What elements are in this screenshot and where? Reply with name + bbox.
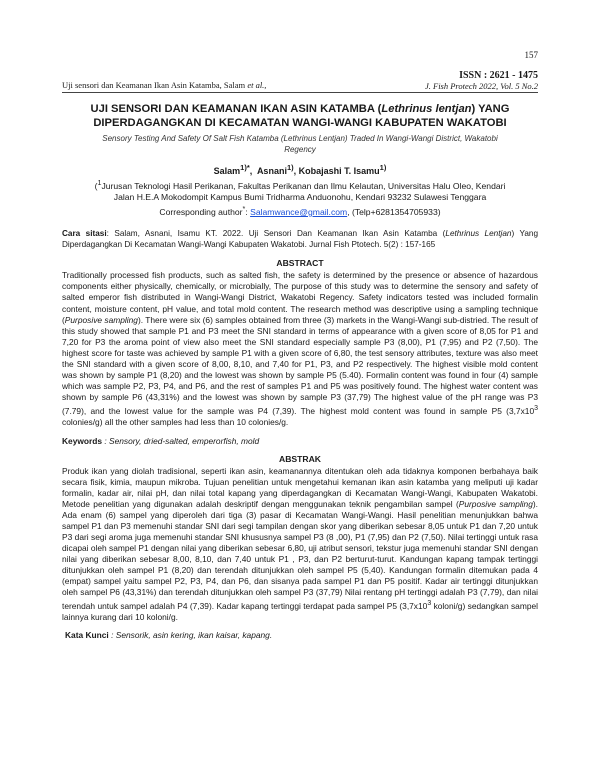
abstrak-heading: ABSTRAK xyxy=(278,454,321,465)
keywords: Keywords : Sensory, dried-salted, emperorfish, mold xyxy=(62,436,260,447)
author-name: Asnani xyxy=(256,166,287,176)
author-name: Kobajashi T. Isamu xyxy=(298,166,380,176)
article-title: UJI SENSORI DAN KEAMANAN IKAN ASIN KATAMBA (Lethrinus lentjan) YANG DIPERDAGANGKAN DI KECAMATAN WANGI-WANGI KABUPATEN WAKATOBI xyxy=(90,103,510,129)
english-subtitle: Sensory Testing And Safety Of Salt Fish Katamba (Lethrinus Lentjan) Traded In Wangi-Wangi District, Wakatobi Regency xyxy=(102,134,498,154)
journal-info xyxy=(425,70,538,92)
page-number: 157 xyxy=(524,50,538,60)
header-divider xyxy=(62,92,538,93)
abstrak-text: Produk ikan yang diolah tradisional, seperti ikan asin, keamanannya ditentukan oleh ada tidaknya komponen berbahaya baik secara fisik, kimia, maupun mikroba. Tujuan penelitian untuk mengetahui kemanan ikan asin katamba yang meliputi uji kadar formalin, kadar air, nilai pH, dan nilai total kapang yang diperdagangkan di Kecamatan Wangi-Wangi, Kabupaten Wakatobi. Metode penelitian yang digunakan adalah deskriptif dengan menggunakan teknik pengambilan sampel (Purposive sampling). Ada enam (6) sampel yang diperoleh dari tiga (3) pasar di Kecamatan Wangi-Wangi. Hasil penelitian menunjukkan bahwa sampel P1 dan P3 memenuhi standar SNI dari segi tampilan dengan skor yang diberikan sebesar 8,05 untuk P1 dan 7,20 untuk P3 dari segi aroma juga memenuhi standar SNI khususnya sampel P3 (8 ,00), P1 (7,95) dan P2 (7,50). Nilai tertinggi untuk rasa dicapai oleh sampel P1 dengan nilai yang diberikan sebesar 6,80, uji atribut sensori, tekstur juga memenuhi standar SNI dengan nilai yang diberikan sebesar 8,00, 8,10, dan 7,40 untuk P1 , P3, dan P2 berturut-turut. Kandungan kapang tampak tertinggi ditunjukkan oleh sampel P1 (8,20) dan terendah ditunjukkan oleh sampel P5 (5,40). Kandungan formalin ditemukan pada 4 (empat) sampel yaitu sampel P2, P3, P4, dan P6, dan sisanya pada sampel P1 dan P5 positif. Kadar air tertinggi ditunjukkan oleh sampel P6 (43,31%) dan terendah ditunjukkan oleh sampel P3 (37,79) Nilai rentang pH tertinggi adalah P3 (7,79), dan nilai terendah untuk sampel adalah P4 (7,39). Kadar kapang tertinggi terdapat pada sampel P5 ($3,7x10^3$ koloni/g) sedangkan sampel lainnya kurang dari 10 koloni/g. xyxy=(62,466,538,623)
running-etal: et al., xyxy=(247,80,267,90)
author-list: Salam$^{1)*}$, Asnani$^{1)}$, Kobajashi T. Isamu$^{1)}$ xyxy=(213,163,387,176)
kata-kunci: Kata Kunci : Sensorik, asin kering, ikan kaisar, kapang. xyxy=(65,630,273,641)
article-body xyxy=(62,102,538,640)
author-name: Salam xyxy=(213,166,241,176)
citation: Cara sitasi: Salam, Asnani, Isamu KT. 2022. Uji Sensori Dan Keamanan Ikan Asin Katamba (Lethrinus Lentjan) Yang Diperdagangkan Di Kecamatan Wangi-Wangi Kabupaten Wakatobi. Jurnal Fish Ptotech. 5(2) : 157-165 xyxy=(62,229,539,250)
issn: ISSN : 2621 - 1475 xyxy=(459,70,538,81)
affiliation: ($^1$Jurusan Teknologi Hasil Perikanan, Fakultas Perikanan dan Ilmu Kelautan, Universitas Halu Oleo, Kendari Jalan H.E.A Mokodompit Kampus Bumi Tridharma Anduonohu, Kendari 93232 Sulawesi Tenggara Corresponding author*: Salamwance@gmail.com, (Telp+6281354705933) xyxy=(94,179,506,217)
journal-ref: J. Fish Protech 2022, Vol. 5 No.2 xyxy=(424,81,538,91)
title-species: Lethrinus lentjan xyxy=(381,103,472,115)
email-link[interactable]: Salamwance@gmail.com xyxy=(250,206,348,217)
abstract-text: Traditionally processed fish products, such as salted fish, the safety is determined by the presence or absence of hazardous components either physically, chemically, or microbially, The purpose of this study was to determine the sensory and safety of salted emperor fish distributed in Wangi-Wangi District, Wakatobi Regency. Safety indicators tested was included formalin content, moisture content, pH value, and total mold content. The research method was descriptive using a sampling technique (Purposive sampling). There were six (6) samples obtained from three (3) markets in the Wangi-Wangi sub-distried. The result of this study showed that sample P1 and P3 meet the SNI standard in terms of appearance with a given score of 8,05 for P1 and 7,20 for P3 the aroma point of view also meet the SNI standard especially sample P3 (8,00), P1 (7,95) and P2 (7,50). The highest score for taste was achieved by sample P1 with a given score of 6,80, the test sensory attributes, texture was also meet the SNI standard with a given score of 8,00, 8,10, and 7,40 for P1, P3, and P2 respectively. The highest visible mold content was shown by sample P1 (8,20) and the lowest was shown by sample P5 (5.40). Formalin content was found in four (4) sample which was sample P2, P3, P4, and P6, and the rest of samples P1 and P5 was positively found. The highest water content was shown by sample P6 (43,31%) and the lowest was shown by sample P3 (37,79) The highest value of the pH range was P3 (7.79), and the lowest value for the sample was P4 (7,39). The highest mold content was found in sample P5 ($3,7x10^3$ colonies/g) all the other samples had less than 10 colonies/g. xyxy=(62,270,538,428)
abstract-heading: ABSTRACT xyxy=(276,258,324,269)
running-title: Uji sensori dan Keamanan Ikan Asin Katamba, Salam et al., xyxy=(62,80,267,90)
